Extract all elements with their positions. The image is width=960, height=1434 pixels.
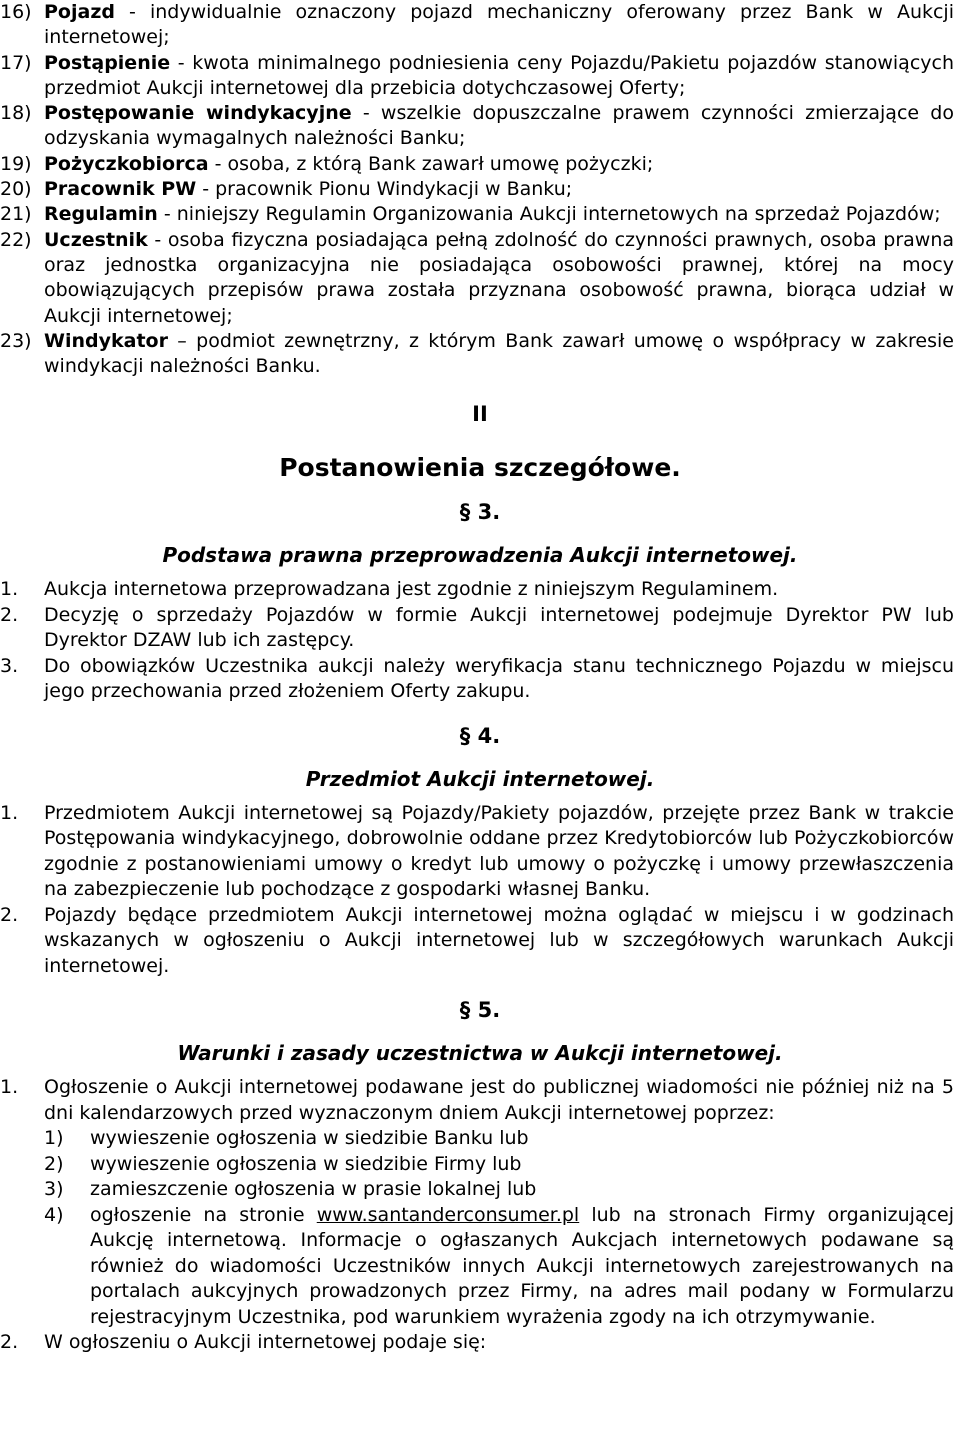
chapter-number: II bbox=[472, 402, 488, 427]
sub-item-text-continued: lub na stronach Firmy organizującej Aukcję internetową. Informacje o ogłaszanych Aukcjach internetowych podawane są również do wiadomości Uczestników innych Aukcji internetowych zarejestrowanych na portalach aukcyjnych prowadzonych przez Firmy, na adres mail podany w Formularzu rejestracyjnym Uczestnika, pod warunkiem wyrażenia zgody na ich otrzymywanie. bbox=[90, 1203, 954, 1328]
sub-item-number: 3) bbox=[44, 1178, 64, 1201]
definition-text: - osoba, z którą Bank zawarł umowę pożyczki; bbox=[208, 152, 654, 175]
definition-term: Regulamin bbox=[44, 203, 158, 226]
definition-text: - indywidualnie oznaczony pojazd mechaniczny oferowany przez Bank w Aukcji internetowej; bbox=[44, 1, 954, 49]
section-heading: § 3. bbox=[459, 500, 501, 525]
section-items bbox=[0, 801, 960, 980]
definition-number: 21) bbox=[0, 203, 32, 226]
sub-list-item bbox=[44, 1152, 960, 1178]
item-text: Aukcja internetowa przeprowadzana jest zgodnie z niniejszym Regulaminem. bbox=[44, 578, 779, 601]
item-text: Decyzję o sprzedaży Pojazdów w formie Aukcji internetowej podejmuje Dyrektor PW lub Dyrektor DZAW lub ich zastępcy. bbox=[44, 603, 954, 652]
sub-item-text: ogłoszenie na stronie bbox=[90, 1203, 317, 1226]
item-text: Ogłoszenie o Aukcji internetowej podawane jest do publicznej wiadomości nie później niż na 5 dni kalendarzowych przed wyznaczonym dniem Aukcji internetowej poprzez: bbox=[44, 1076, 954, 1124]
item-number: 2. bbox=[0, 1331, 19, 1354]
definition-term: Pojazd bbox=[44, 1, 115, 23]
sub-item-number: 1) bbox=[44, 1127, 64, 1150]
sub-list-item bbox=[44, 1126, 960, 1152]
sub-item-text: zamieszczenie ogłoszenia w prasie lokalnej lub bbox=[90, 1178, 537, 1201]
sub-list-item bbox=[44, 1177, 960, 1203]
definition-item bbox=[0, 228, 960, 329]
list-item bbox=[0, 603, 960, 654]
list-item bbox=[0, 577, 960, 603]
list-item bbox=[0, 1075, 960, 1126]
item-number: 3. bbox=[0, 654, 19, 677]
definition-item bbox=[0, 152, 960, 177]
item-text: Do obowiązków Uczestnika aukcji należy weryfikacja stanu technicznego Pojazdu w miejscu jego przechowania przed złożeniem Oferty zakupu. bbox=[44, 654, 954, 703]
sub-list-item bbox=[44, 1203, 960, 1331]
sub-item-text: wywieszenie ogłoszenia w siedzibie Banku lub bbox=[90, 1127, 529, 1150]
definition-term: Uczestnik bbox=[44, 228, 148, 251]
chapter-title: Postanowienia szczegółowe. bbox=[279, 453, 681, 483]
item-text: Przedmiotem Aukcji internetowej są Pojazdy/Pakiety pojazdów, przejęte przez Bank w trakcie Postępowania windykacyjnego, dobrowolnie oddane przez Kredytobiorców lub Pożyczkobiorców zgodnie z postanowieniami umowy o kredyt lub umowy o pożyczkę i umowy przewłaszczenia na zabezpieczenie lub pochodzące z gospodarki własnej Banku. bbox=[44, 801, 954, 901]
list-item bbox=[0, 654, 960, 705]
sub-item-number: 4) bbox=[44, 1203, 64, 1226]
list-item bbox=[0, 1330, 960, 1356]
section-heading: § 4. bbox=[459, 723, 501, 748]
item-number: 1. bbox=[0, 578, 19, 601]
definition-term: Windykator bbox=[44, 329, 168, 352]
definition-number: 17) bbox=[0, 51, 32, 74]
definition-item bbox=[0, 101, 960, 152]
definition-number: 22) bbox=[0, 228, 32, 251]
item-number: 1. bbox=[0, 1076, 19, 1099]
section-items bbox=[0, 577, 960, 705]
santander-website-link[interactable]: www.santanderconsumer.pl bbox=[316, 1203, 580, 1226]
section-title: Przedmiot Aukcji internetowej. bbox=[305, 766, 655, 791]
definition-text: - wszelkie dopuszczalne prawem czynności zmierzające do odzyskania wymagalnych należności Banku; bbox=[44, 102, 954, 150]
list-item bbox=[0, 801, 960, 903]
definitions-list bbox=[0, 0, 960, 379]
definition-term: Pożyczkobiorca bbox=[44, 152, 209, 175]
item-number: 2. bbox=[0, 603, 19, 626]
section-title: Warunki i zasady uczestnictwa w Aukcji internetowej. bbox=[177, 1041, 783, 1066]
definition-number: 18) bbox=[0, 102, 32, 125]
sub-item-number: 2) bbox=[44, 1152, 64, 1175]
definition-item bbox=[0, 0, 960, 51]
definition-text: - kwota minimalnego podniesienia ceny Pojazdu/Pakietu pojazdów stanowiących przedmiot Aukcji internetowej dla przebicia dotychczasowej Oferty; bbox=[44, 51, 954, 99]
definition-text: - niniejszy Regulamin Organizowania Aukcji internetowych na sprzedaż Pojazdów; bbox=[157, 203, 941, 226]
list-item bbox=[0, 903, 960, 980]
item-number: 1. bbox=[0, 801, 19, 824]
definition-item bbox=[0, 202, 960, 227]
section-title: Podstawa prawna przeprowadzenia Aukcji internetowej. bbox=[162, 543, 798, 568]
item-text: W ogłoszeniu o Aukcji internetowej podaje się: bbox=[44, 1331, 487, 1354]
definition-number: 23) bbox=[0, 329, 32, 352]
definition-term: Postępowanie windykacyjne bbox=[44, 102, 352, 125]
sub-item-text: wywieszenie ogłoszenia w siedzibie Firmy lub bbox=[90, 1152, 522, 1175]
definition-term: Postąpienie bbox=[44, 51, 171, 74]
definition-number: 20) bbox=[0, 178, 32, 201]
item-text: Pojazdy będące przedmiotem Aukcji internetowej można oglądać w miejscu i w godzinach wskazanych w ogłoszeniu o Aukcji internetowej lub w szczegółowych warunkach Aukcji internetowej. bbox=[44, 903, 954, 977]
definition-text: - pracownik Pionu Windykacji w Banku; bbox=[196, 178, 573, 201]
definition-number: 19) bbox=[0, 152, 32, 175]
definition-number: 16) bbox=[0, 1, 32, 23]
section-heading: § 5. bbox=[459, 998, 501, 1023]
definition-text: – podmiot zewnętrzny, z którym Bank zawarł umowę o współpracy w zakresie windykacji należności Banku. bbox=[44, 329, 954, 378]
section-items bbox=[0, 1075, 960, 1356]
definition-item bbox=[0, 329, 960, 380]
definition-item bbox=[0, 51, 960, 102]
definition-term: Pracownik PW bbox=[44, 178, 197, 201]
definition-item bbox=[0, 177, 960, 202]
definition-text: - osoba fizyczna posiadająca pełną zdolność do czynności prawnych, osoba prawna oraz jednostka organizacyjna nie posiadająca osobowości prawnej, której na mocy obowiązujących przepisów prawa została przyznana osobowość prawna, biorąca udział w Aukcji internetowej; bbox=[44, 228, 954, 327]
item-number: 2. bbox=[0, 903, 19, 926]
